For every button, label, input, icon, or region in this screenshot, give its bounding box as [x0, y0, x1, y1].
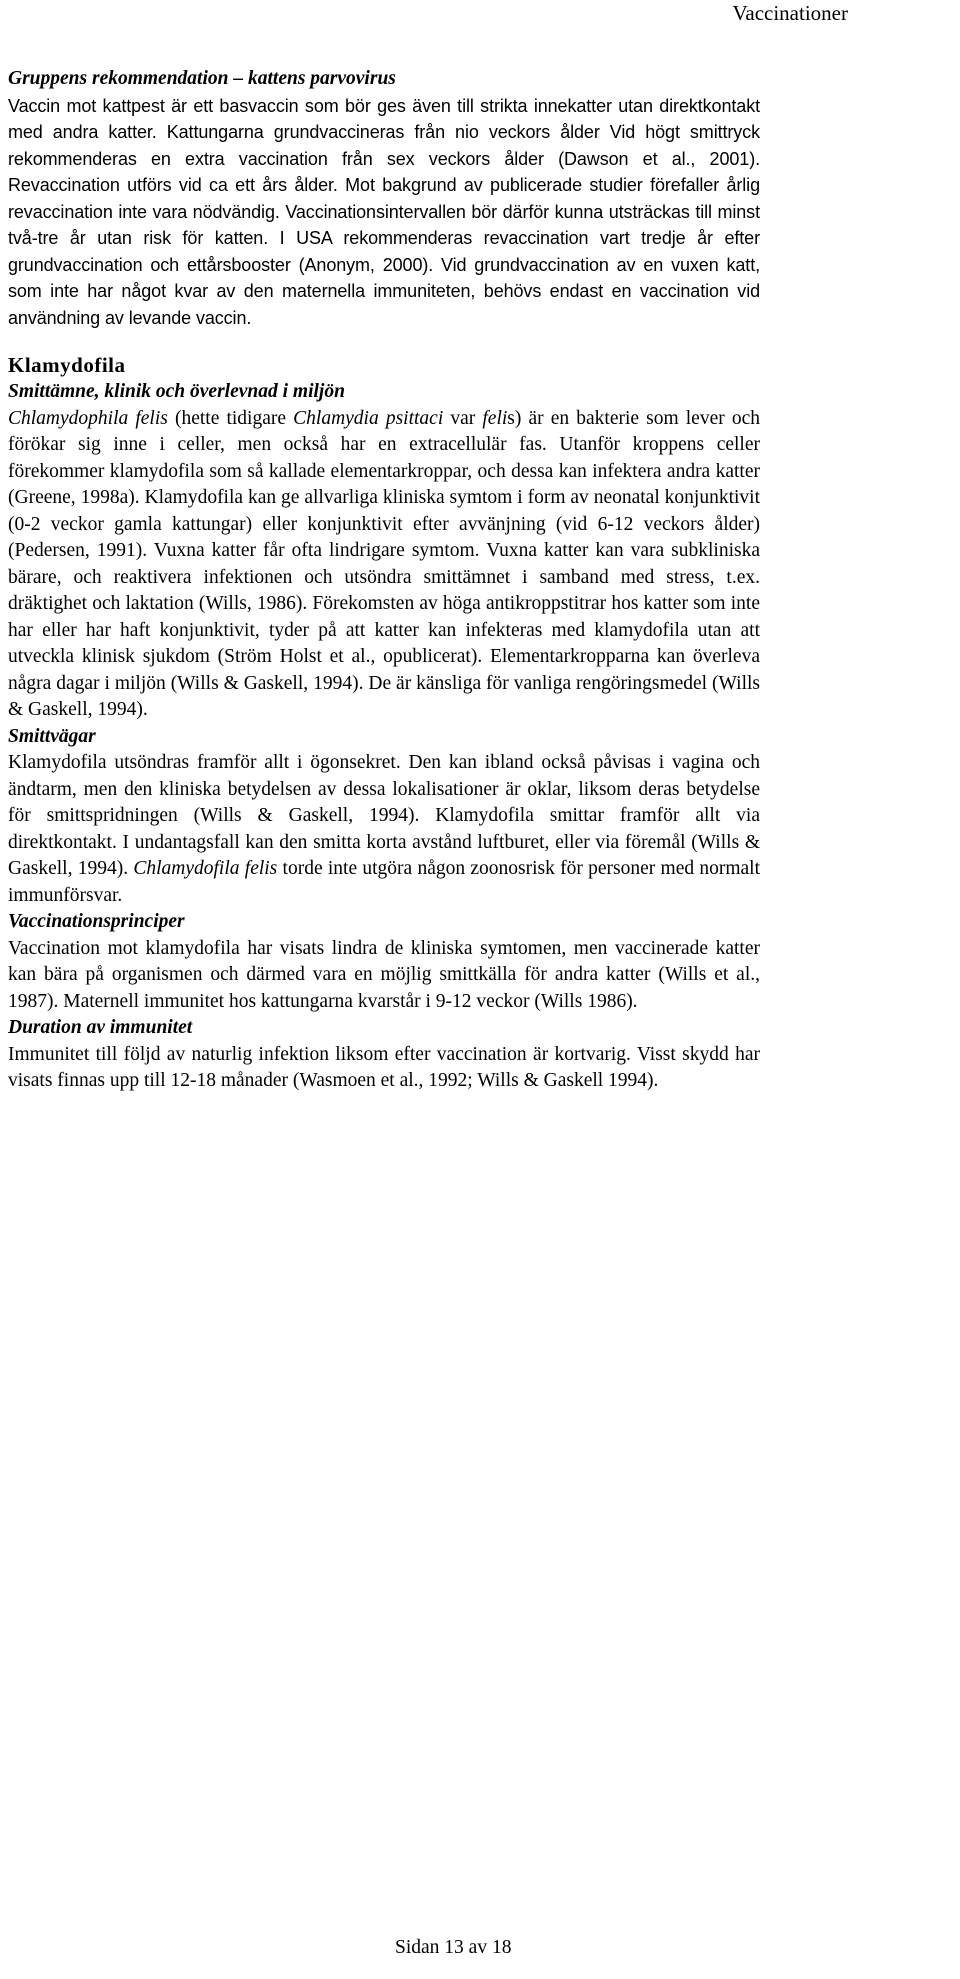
species-name-italic: feli — [482, 407, 508, 429]
smittamne-text-3: s) är en bakterie som lever och förökar sig inne i celler, men också har en extracellulär fas. Utanför kroppens celler förekommer klamydofila som så kallade elementarkroppar, och dessa kan infektera andra katter (Greene, 1998a). Klamydofila kan ge allvarliga kliniska symtom i form av neonatal konjunktivit (0-2 veckor gamla kattungar) eller konjunktivit efter avvänjning (vid 6-12 veckors ålder) (Pedersen, 1991). Vuxna katter får ofta lindrigare symtom. Vuxna katter kan vara subkliniska bärare, och reaktivera infektionen och utsöndra smittämnet i samband med stress, t.ex. dräktighet och laktation (Wills, 1986). Förekomsten av höga antikroppstitrar hos katter som inte har eller har haft konjunktivit, tyder på att katter kan infekteras med klamydofila utan att utveckla klinisk sjukdom (Ström Holst et al., opublicerat). Elementarkropparna kan överleva några dagar i miljön (Wills & Gaskell, 1994). De är känsliga för vanliga rengöringsmedel (Wills & Gaskell, 1994). — [8, 407, 761, 720]
smittvagar-text: Klamydofila utsöndras framför allt i ögonsekret. Den kan ibland också påvisas i vagina och ändtarm, men den kliniska betydelsen av dessa lokalisationer är oklar, liksom deras betydelse för smittspridningen (Wills & Gaskell, 1994). Klamydofila smittar framför allt via direktkontakt. I undantagsfall kan den smitta korta avstånd luftburet, eller via föremål (Wills & Gaskell, 1994). — [8, 752, 760, 879]
smittamne-subheading: Smittämne, klinik och överlevnad i miljön — [8, 381, 345, 402]
page-number: Sidan 13 av 18 — [395, 1937, 512, 1958]
smittamne-text-2: var — [443, 407, 483, 429]
smittvagar-subheading: Smittvägar — [8, 725, 96, 747]
section-smittvagar — [8, 724, 760, 910]
species-name-italic: Chlamydophila felis — [8, 407, 168, 429]
running-header: Vaccinationer — [732, 1, 848, 25]
duration-paragraph: Immunitet till följd av naturlig infektion liksom efter vaccination är kortvarig. Visst skydd har visats finnas upp till 12-18 månader (Wasmoen et al., 1992; Wills & Gaskell 1994). — [8, 1043, 760, 1091]
section-parvovirus — [8, 66, 760, 331]
smittamne-paragraph — [8, 406, 760, 724]
parvovirus-subheading: Gruppens rekommendation – kattens parvovirus — [8, 68, 396, 89]
vaccinationsprinciper-paragraph: Vaccination mot klamydofila har visats lindra de kliniska symtomen, men vaccinerade katter kan bära på organismen och därmed vara en möjlig smittkälla för andra katter (Wills et al., 1987). Maternell immunitet hos kattungarna kvarstår i 9-12 veckor (Wills 1986). — [8, 937, 760, 1012]
vaccinationsprinciper-subheading: Vaccinationsprinciper — [8, 911, 185, 932]
klamydofila-heading: Klamydofila — [8, 353, 126, 377]
smittvagar-text-after: torde inte utgöra någon zoonosrisk för personer med normalt immunförsvar. — [8, 858, 761, 906]
species-name-italic: Chlamydia psittaci — [293, 407, 444, 429]
section-duration — [8, 1015, 760, 1095]
smittamne-text-1: (hette tidigare — [167, 407, 294, 429]
duration-subheading: Duration av immunitet — [8, 1017, 193, 1038]
parvovirus-paragraph: Vaccin mot kattpest är ett basvaccin som bör ges även till strikta innekatter utan direktkontakt med andra katter. Kattungarna grundvaccineras från nio veckors ålder Vid högt smittryck rekommenderas en extra vaccination från sex veckors ålder (Dawson et al., 2001). Revaccination utförs vid ca ett års ålder. Mot bakgrund av publicerade studier förefaller årlig revaccination inte vara nödvändig. Vaccinationsintervallen bör därför kunna utsträckas till minst två-tre år utan risk för katten. I USA rekommenderas revaccination vart tredje år efter grundvaccination och ettårsbooster (Anonym, 2000). Vid grundvaccination av en vuxen katt, som inte har något kvar av den maternella immuniteten, behövs endast en vaccination vid användning av levande vaccin. — [8, 95, 760, 328]
section-smittamne — [8, 379, 760, 724]
smittvagar-paragraph — [8, 750, 760, 909]
section-vaccinationsprinciper — [8, 909, 760, 1015]
page-body — [8, 66, 760, 1095]
species-name-italic: Chlamydofila felis — [133, 858, 278, 879]
